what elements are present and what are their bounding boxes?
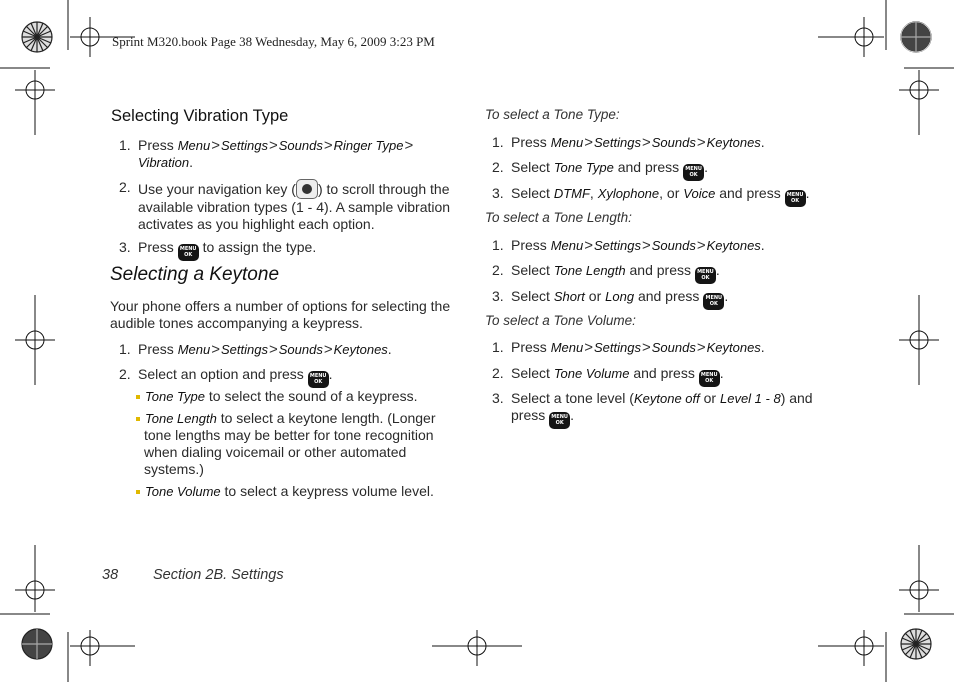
menu-ok-key-icon: MENU OK	[683, 164, 704, 181]
page-number: 38	[102, 567, 119, 583]
menu-ok-key-icon: MENU OK	[308, 371, 329, 388]
step-text: and press	[719, 185, 781, 201]
menu-term: Menu	[550, 340, 584, 355]
settings-term: Settings	[593, 238, 641, 253]
dtmf-term: DTMF	[553, 186, 590, 201]
vibration-term: Vibration	[138, 155, 190, 170]
step-number: 2.	[492, 262, 504, 278]
period: .	[724, 288, 729, 304]
step-text: , or	[659, 185, 680, 201]
step-text: or	[703, 390, 717, 406]
sounds-term: Sounds	[651, 238, 696, 253]
step-text: Select	[511, 365, 550, 381]
menu-term: Menu	[550, 238, 584, 253]
gt-separator: >	[696, 237, 706, 254]
menu-ok-key-icon: MENU OK	[549, 412, 570, 429]
gt-separator: >	[696, 134, 706, 151]
step-text: Use your navigation key (	[138, 181, 296, 197]
step-text: Press	[138, 341, 174, 357]
reg-mark-left-bottom	[15, 545, 55, 612]
period: .	[387, 341, 392, 357]
step-text: Press	[511, 237, 547, 253]
reg-mark-right-bottom	[899, 545, 939, 612]
step-number: 3.	[492, 390, 504, 406]
keytones-term: Keytones	[706, 340, 761, 355]
step-text: and press	[617, 159, 680, 175]
step-text: and press	[637, 288, 700, 304]
period: .	[760, 339, 765, 355]
bullet-tone-volume	[136, 483, 466, 500]
step-text: ) to scroll through the	[317, 181, 450, 197]
keytones-term: Keytones	[706, 135, 761, 150]
step-text: to assign the type.	[202, 239, 317, 255]
step-text: ) and	[780, 390, 813, 406]
step-keytone-2	[138, 366, 468, 388]
gt-separator: >	[584, 339, 593, 356]
bullet-tone-type	[136, 388, 466, 405]
menu-ok-key-icon: MENU OK	[785, 190, 806, 207]
bullet-text: to select the sound of a keypress.	[208, 388, 418, 404]
bullet-text: when dialing voicemail or other automated	[144, 444, 407, 460]
gt-separator: >	[641, 134, 651, 151]
starburst-bottom-right	[901, 629, 931, 659]
step-vibration-3	[138, 239, 468, 261]
section-footer: Section 2B. Settings	[153, 567, 284, 583]
gt-separator: >	[584, 134, 593, 151]
settings-term: Settings	[220, 138, 268, 153]
step-tonevolume-1	[511, 339, 851, 356]
reg-mark-bottom-center	[432, 630, 522, 666]
subhead-tone-length: To select a Tone Length:	[485, 210, 632, 225]
step-number: 2.	[492, 365, 504, 381]
keytones-term: Keytones	[706, 238, 761, 253]
period: .	[328, 366, 333, 382]
settings-term: Settings	[593, 135, 641, 150]
step-text: Select an option and press	[138, 366, 304, 382]
gt-separator: >	[584, 237, 593, 254]
menu-term: Menu	[177, 342, 211, 357]
step-vibration-1	[138, 137, 463, 171]
intro-line: audible tones accompanying a keypress.	[110, 315, 363, 331]
step-number: 1.	[119, 341, 131, 357]
gt-separator: >	[268, 341, 278, 358]
ringer-type-term: Ringer Type	[333, 138, 404, 153]
gt-separator: >	[323, 137, 333, 154]
step-tonevolume-2	[511, 365, 851, 387]
period: .	[570, 407, 575, 423]
step-text: Select	[511, 288, 550, 304]
gt-separator: >	[211, 137, 220, 154]
step-tonelength-1	[511, 237, 851, 254]
keytones-term: Keytones	[333, 342, 388, 357]
reg-mark-top-right	[818, 17, 884, 57]
reg-mark-bottom-left	[70, 630, 135, 666]
step-text: Press	[511, 134, 547, 150]
menu-term: Menu	[550, 135, 584, 150]
bullet-icon	[136, 417, 140, 421]
step-number: 3.	[492, 288, 504, 304]
section-title-keytone: Selecting a Keytone	[110, 264, 280, 285]
tone-volume-term: Tone Volume	[145, 484, 221, 499]
gt-separator: >	[211, 341, 220, 358]
tone-length-term: Tone Length	[145, 411, 217, 426]
xylophone-term: Xylophone	[597, 186, 660, 201]
period: .	[715, 262, 720, 278]
keytone-off-term: Keytone off	[633, 391, 700, 406]
starburst-bottom-left	[22, 629, 52, 659]
starburst-top-right	[901, 22, 931, 52]
step-tonetype-2	[511, 159, 851, 181]
step-tonetype-1	[511, 134, 851, 151]
starburst-top-left	[22, 22, 52, 52]
period: .	[805, 185, 810, 201]
step-number: 2.	[119, 179, 131, 195]
bullet-tone-length	[136, 410, 466, 478]
step-text: Select a tone level (	[511, 390, 634, 406]
sounds-term: Sounds	[278, 138, 323, 153]
level-term: Level 1 - 8	[719, 391, 781, 406]
bullet-icon	[136, 395, 140, 399]
step-text: activates as you highlight each option.	[138, 216, 375, 232]
intro-line: Your phone offers a number of options for selecting the	[110, 298, 451, 314]
step-tonelength-2	[511, 262, 851, 284]
step-number: 2.	[492, 159, 504, 175]
step-text: ,	[589, 185, 594, 201]
section-title-vibration: Selecting Vibration Type	[111, 107, 289, 125]
gt-separator: >	[641, 237, 651, 254]
step-text: Select	[511, 262, 550, 278]
step-text: and press	[633, 365, 695, 381]
settings-term: Settings	[593, 340, 641, 355]
step-tonetype-3	[511, 185, 851, 207]
bullet-text: tone lengths may be better for tone recognition	[144, 427, 434, 443]
step-text: Select	[511, 159, 550, 175]
subhead-tone-volume: To select a Tone Volume:	[485, 313, 636, 328]
settings-term: Settings	[220, 342, 268, 357]
reg-mark-left-mid	[15, 295, 55, 385]
bullet-text: to select a keypress volume level.	[224, 483, 434, 499]
tone-type-term: Tone Type	[145, 389, 205, 404]
tone-type-term: Tone Type	[553, 160, 614, 175]
sounds-term: Sounds	[651, 135, 696, 150]
period: .	[760, 237, 765, 253]
period: .	[760, 134, 765, 150]
voice-term: Voice	[683, 186, 716, 201]
menu-term: Menu	[177, 138, 211, 153]
bullet-text: systems.)	[144, 461, 204, 477]
step-keytone-1	[138, 341, 468, 358]
reg-mark-right-mid	[899, 295, 939, 385]
step-number: 1.	[492, 134, 504, 150]
bullet-text: to select a keytone length. (Longer	[220, 410, 436, 426]
step-number: 1.	[492, 339, 504, 355]
menu-ok-key-icon: MENU OK	[695, 267, 716, 284]
reg-mark-left-top	[15, 70, 55, 135]
keytone-intro	[110, 298, 465, 332]
step-number: 1.	[492, 237, 504, 253]
gt-separator: >	[696, 339, 706, 356]
long-term: Long	[605, 289, 635, 304]
short-term: Short	[553, 289, 585, 304]
step-text: Press	[138, 239, 174, 255]
period: .	[704, 159, 708, 175]
sounds-term: Sounds	[651, 340, 696, 355]
subhead-tone-type: To select a Tone Type:	[485, 107, 620, 122]
gt-separator: >	[404, 137, 414, 154]
step-text: Press	[511, 339, 547, 355]
bullet-icon	[136, 490, 140, 494]
menu-ok-key-icon: MENU OK	[699, 370, 720, 387]
step-number: 3.	[492, 185, 504, 201]
menu-ok-key-icon: MENU OK	[178, 244, 199, 261]
step-number: 1.	[119, 137, 131, 153]
gt-separator: >	[641, 339, 651, 356]
tone-volume-term: Tone Volume	[553, 366, 630, 381]
step-text: or	[588, 288, 602, 304]
step-text: available vibration types (1 - 4). A sample vibration	[138, 199, 451, 215]
gt-separator: >	[268, 137, 278, 154]
step-vibration-2	[138, 179, 468, 233]
gt-separator: >	[323, 341, 333, 358]
tone-length-term: Tone Length	[553, 263, 626, 278]
step-text: Select	[511, 185, 550, 201]
step-tonevolume-3	[511, 390, 851, 429]
print-header: Sprint M320.book Page 38 Wednesday, May 6, 2009 3:23 PM	[112, 34, 435, 49]
step-number: 2.	[119, 366, 131, 382]
step-number: 3.	[119, 239, 131, 255]
step-tonelength-3	[511, 288, 851, 310]
sounds-term: Sounds	[278, 342, 323, 357]
period: .	[719, 365, 724, 381]
step-text: Press	[138, 137, 174, 153]
reg-mark-right-top	[899, 70, 939, 135]
menu-ok-key-icon: MENU OK	[703, 293, 724, 310]
reg-mark-bottom-right	[818, 630, 884, 666]
step-text: and press	[629, 262, 691, 278]
navigation-key-icon	[296, 179, 318, 199]
step-text: press	[511, 407, 546, 423]
period: .	[189, 154, 193, 170]
